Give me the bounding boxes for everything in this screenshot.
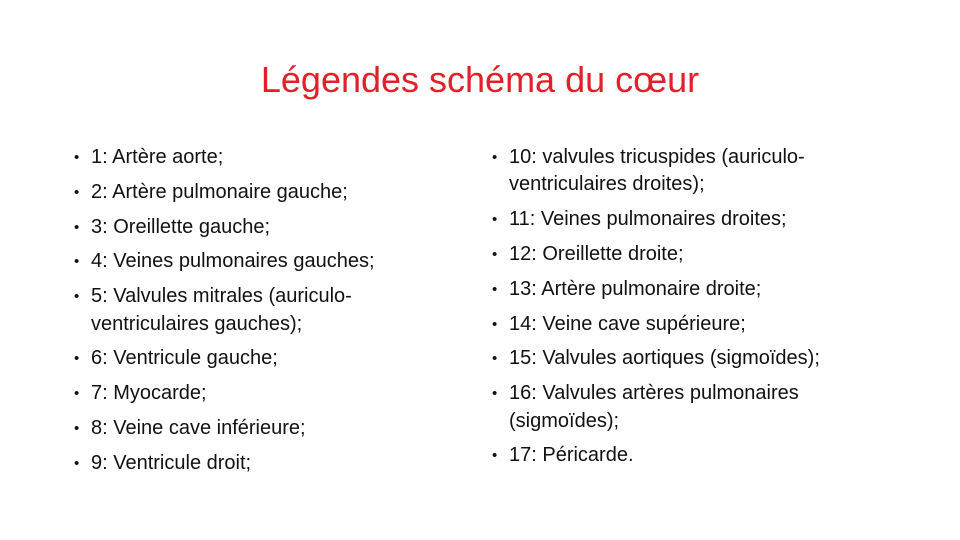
bullet-icon: •	[74, 350, 80, 368]
bullet-icon: •	[492, 350, 498, 368]
bullet-icon: •	[492, 447, 498, 465]
bullet-icon: •	[492, 246, 498, 263]
bullet-icon: •	[492, 315, 498, 333]
legend-item-text: 4: Veines pulmonaires gauches;	[91, 250, 375, 273]
legend-item-text: 2: Artère pulmonaire gauche;	[91, 180, 348, 203]
legend-item	[74, 248, 454, 275]
bullet-icon: •	[492, 385, 498, 403]
bullet-icon: •	[74, 253, 80, 271]
legend-item-text: 6: Ventricule gauche;	[91, 347, 278, 370]
bullet-icon: •	[74, 288, 80, 306]
legend-item	[74, 415, 454, 442]
legend-item	[492, 442, 892, 469]
legend-item-text: 8: Veine cave inférieure;	[91, 416, 306, 439]
legend-item-text: 17: Péricarde.	[509, 444, 634, 467]
legend-item	[492, 144, 892, 199]
slide-title: Légendes schéma du cœur	[260, 59, 700, 100]
legend-item	[74, 144, 454, 171]
bullet-icon: •	[492, 149, 498, 166]
bullet-icon: •	[74, 218, 80, 236]
legend-item	[74, 380, 454, 407]
legend-item-text: 5: Valvules mitrales (auriculo-ventriculaires gauches);	[91, 285, 352, 335]
legend-item	[492, 206, 892, 233]
bullet-icon: •	[74, 385, 80, 403]
legend-item-text: 9: Ventricule droit;	[91, 451, 252, 474]
bullet-icon: •	[74, 183, 80, 201]
legend-item	[492, 345, 892, 372]
legend-item-text: 10: valvules tricuspides (auriculo-ventriculaires droites);	[509, 146, 805, 196]
legend-item	[74, 450, 454, 477]
bullet-icon: •	[74, 149, 80, 166]
legend-item	[492, 241, 892, 268]
legend-item	[74, 345, 454, 372]
legend-item-text: 16: Valvules artères pulmonaires (sigmoïdes);	[509, 382, 799, 432]
legend-list-right	[492, 144, 892, 477]
legend-list-left	[74, 144, 454, 485]
legend-item	[74, 214, 454, 241]
legend-item	[492, 380, 892, 435]
legend-item	[492, 276, 892, 303]
bullet-icon: •	[492, 280, 498, 298]
bullet-icon: •	[74, 454, 80, 472]
bullet-icon: •	[74, 419, 80, 437]
bullet-icon: •	[492, 211, 498, 229]
legend-item-text: 11: Veines pulmonaires droites;	[509, 208, 787, 231]
legend-item-text: 13: Artère pulmonaire droite;	[509, 277, 762, 300]
legend-item-text: 3: Oreillette gauche;	[91, 215, 270, 238]
legend-item-text: 7: Myocarde;	[91, 382, 207, 405]
legend-item-text: 1: Artère aorte;	[91, 146, 224, 168]
legend-item-text: 15: Valvules aortiques (sigmoïdes);	[509, 347, 820, 370]
legend-item	[492, 311, 892, 338]
legend-item	[74, 283, 454, 338]
legend-item-text: 12: Oreillette droite;	[509, 243, 684, 265]
legend-item	[74, 179, 454, 206]
legend-item-text: 14: Veine cave supérieure;	[509, 312, 746, 335]
